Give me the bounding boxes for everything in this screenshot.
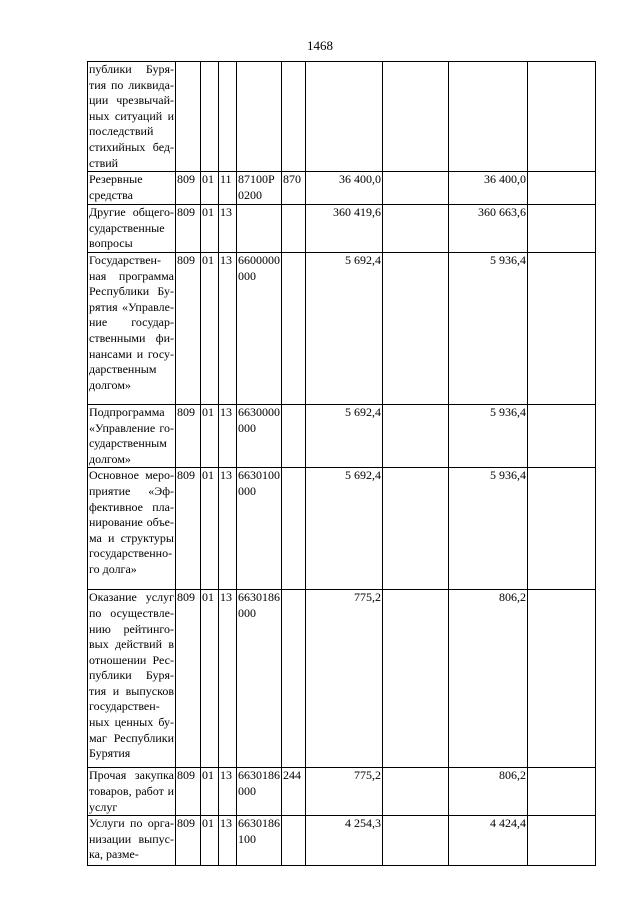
table-row xyxy=(88,404,596,467)
code-cell: 809 xyxy=(176,404,201,467)
row-name-cell: Оказание услуг по осуществлению рейтинговых действий в отношении Республики Бурятия и выпусков государственных ценных бумаг Республики Бурятия xyxy=(88,590,176,768)
section-cell: 01 xyxy=(201,404,219,467)
vr-cell xyxy=(282,205,306,253)
target-cell: 6630000000 xyxy=(237,404,282,467)
amount1-cell: 775,2 xyxy=(306,590,383,768)
target-cell xyxy=(237,62,282,172)
amount2-cell xyxy=(449,62,528,172)
empty1-cell xyxy=(383,205,449,253)
target-cell: 6630100000 xyxy=(237,468,282,590)
section-cell: 01 xyxy=(201,252,219,404)
vr-cell: 870 xyxy=(282,172,306,205)
target-cell: 6630186000 xyxy=(237,768,282,816)
empty2-cell xyxy=(528,816,596,866)
row-name-cell: Прочая закупка товаров, работ и услуг xyxy=(88,768,176,816)
row-name-cell: Государственная программа Республики Бурятия «Управление государственными финансами и государственным долгом» xyxy=(88,252,176,404)
row-name-cell: Другие общегосударственные вопросы xyxy=(88,205,176,253)
vr-cell xyxy=(282,590,306,768)
row-name-cell: Подпрограмма «Управление государственным долгом» xyxy=(88,404,176,467)
empty1-cell xyxy=(383,590,449,768)
target-cell: 87100P0200 xyxy=(237,172,282,205)
amount2-cell: 806,2 xyxy=(449,590,528,768)
subsection-cell xyxy=(219,62,237,172)
amount2-cell: 5 936,4 xyxy=(449,468,528,590)
amount2-cell: 36 400,0 xyxy=(449,172,528,205)
amount2-cell: 4 424,4 xyxy=(449,816,528,866)
empty2-cell xyxy=(528,468,596,590)
subsection-cell: 13 xyxy=(219,252,237,404)
empty2-cell xyxy=(528,768,596,816)
empty1-cell xyxy=(383,768,449,816)
subsection-cell: 13 xyxy=(219,468,237,590)
empty2-cell xyxy=(528,172,596,205)
table-row xyxy=(88,768,596,816)
section-cell: 01 xyxy=(201,768,219,816)
table-row xyxy=(88,205,596,253)
amount1-cell: 36 400,0 xyxy=(306,172,383,205)
amount2-cell: 360 663,6 xyxy=(449,205,528,253)
code-cell: 809 xyxy=(176,816,201,866)
subsection-cell: 13 xyxy=(219,205,237,253)
table-row xyxy=(88,252,596,404)
table-row xyxy=(88,468,596,590)
section-cell: 01 xyxy=(201,172,219,205)
section-cell: 01 xyxy=(201,816,219,866)
empty1-cell xyxy=(383,252,449,404)
subsection-cell: 13 xyxy=(219,816,237,866)
amount2-cell: 5 936,4 xyxy=(449,404,528,467)
code-cell: 809 xyxy=(176,252,201,404)
empty1-cell xyxy=(383,468,449,590)
empty2-cell xyxy=(528,252,596,404)
vr-cell: 244 xyxy=(282,768,306,816)
amount1-cell: 5 692,4 xyxy=(306,468,383,590)
subsection-cell: 11 xyxy=(219,172,237,205)
subsection-cell: 13 xyxy=(219,590,237,768)
empty1-cell xyxy=(383,816,449,866)
row-name-cell: Услуги по организации выпуска, разме- xyxy=(88,816,176,866)
target-cell: 6630186000 xyxy=(237,590,282,768)
empty2-cell xyxy=(528,590,596,768)
section-cell: 01 xyxy=(201,205,219,253)
amount2-cell: 5 936,4 xyxy=(449,252,528,404)
section-cell xyxy=(201,62,219,172)
code-cell: 809 xyxy=(176,205,201,253)
amount1-cell: 5 692,4 xyxy=(306,252,383,404)
row-name-cell: Основное мероприятие «Эффективное планирование объема и структуры государственного долга» xyxy=(88,468,176,590)
row-name-cell: публики Бурятия по ликвидации чрезвычайных ситуаций и последствий стихийных бедствий xyxy=(88,62,176,172)
subsection-cell: 13 xyxy=(219,404,237,467)
vr-cell xyxy=(282,404,306,467)
amount1-cell xyxy=(306,62,383,172)
amount1-cell: 775,2 xyxy=(306,768,383,816)
target-cell: 6630186100 xyxy=(237,816,282,866)
amount1-cell: 4 254,3 xyxy=(306,816,383,866)
vr-cell xyxy=(282,252,306,404)
budget-table xyxy=(87,61,596,866)
amount1-cell: 5 692,4 xyxy=(306,404,383,467)
empty2-cell xyxy=(528,205,596,253)
code-cell: 809 xyxy=(176,468,201,590)
empty2-cell xyxy=(528,404,596,467)
vr-cell xyxy=(282,62,306,172)
table-row xyxy=(88,62,596,172)
empty1-cell xyxy=(383,172,449,205)
target-cell: 6600000000 xyxy=(237,252,282,404)
empty1-cell xyxy=(383,404,449,467)
empty2-cell xyxy=(528,62,596,172)
amount2-cell: 806,2 xyxy=(449,768,528,816)
vr-cell xyxy=(282,816,306,866)
table-row xyxy=(88,590,596,768)
table-row xyxy=(88,816,596,866)
code-cell: 809 xyxy=(176,172,201,205)
code-cell: 809 xyxy=(176,590,201,768)
target-cell xyxy=(237,205,282,253)
row-name-cell: Резервные средства xyxy=(88,172,176,205)
page-number: 1468 xyxy=(307,38,333,53)
section-cell: 01 xyxy=(201,468,219,590)
section-cell: 01 xyxy=(201,590,219,768)
empty1-cell xyxy=(383,62,449,172)
vr-cell xyxy=(282,468,306,590)
amount1-cell: 360 419,6 xyxy=(306,205,383,253)
code-cell xyxy=(176,62,201,172)
code-cell: 809 xyxy=(176,768,201,816)
table-row xyxy=(88,172,596,205)
subsection-cell: 13 xyxy=(219,768,237,816)
